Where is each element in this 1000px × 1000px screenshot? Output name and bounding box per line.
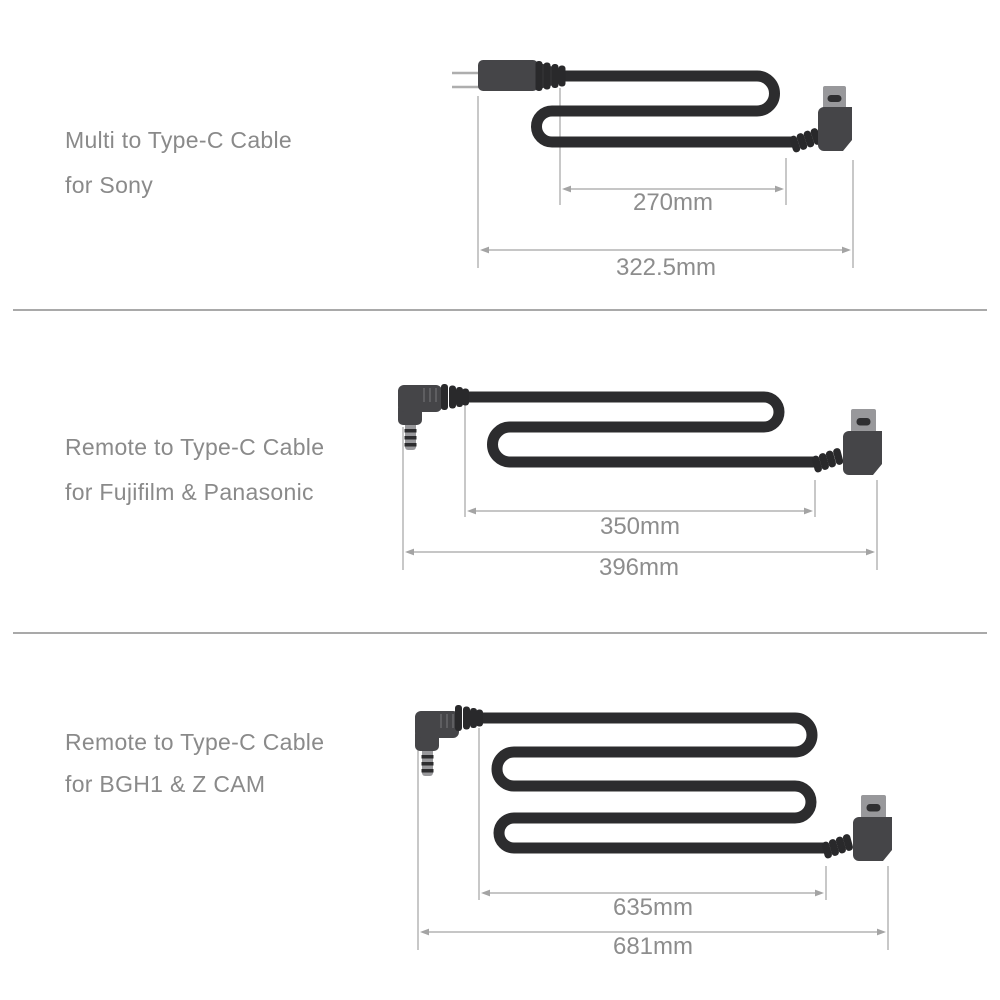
product-title-line1: Multi to Type-C Cable	[65, 127, 293, 153]
remote-jack-connector	[398, 384, 469, 450]
cable	[537, 76, 794, 142]
product-title-line2: for Fujifilm & Panasonic	[65, 479, 314, 505]
inner-dimension-label: 350mm	[599, 513, 681, 540]
product-title-line2: for BGH1 & Z CAM	[65, 771, 266, 797]
product-title-line1: Remote to Type-C Cable	[65, 434, 325, 460]
outer-dimension-label: 322.5mm	[615, 254, 717, 281]
cable	[460, 397, 814, 462]
outer-dimension-label: 681mm	[612, 933, 694, 960]
outer-dimension-label: 396mm	[598, 554, 680, 581]
multi-connector	[452, 60, 566, 91]
inner-dimension-label: 635mm	[612, 894, 694, 921]
cable-diagram-fujifilm-panasonic	[0, 311, 1000, 631]
product-title-line1: Remote to Type-C Cable	[65, 729, 325, 755]
remote-jack-connector	[415, 705, 483, 776]
cable	[476, 718, 824, 848]
product-title-line2: for Sony	[65, 172, 154, 198]
cable-diagram-bgh1-zcam	[0, 634, 1000, 1000]
inner-dimension-label: 270mm	[632, 189, 714, 216]
type-c-connector	[811, 409, 882, 475]
cable-diagram-sony	[0, 0, 1000, 309]
outer-dimension-arrow	[480, 247, 851, 254]
type-c-connector	[821, 795, 892, 861]
type-c-connector	[789, 86, 852, 153]
